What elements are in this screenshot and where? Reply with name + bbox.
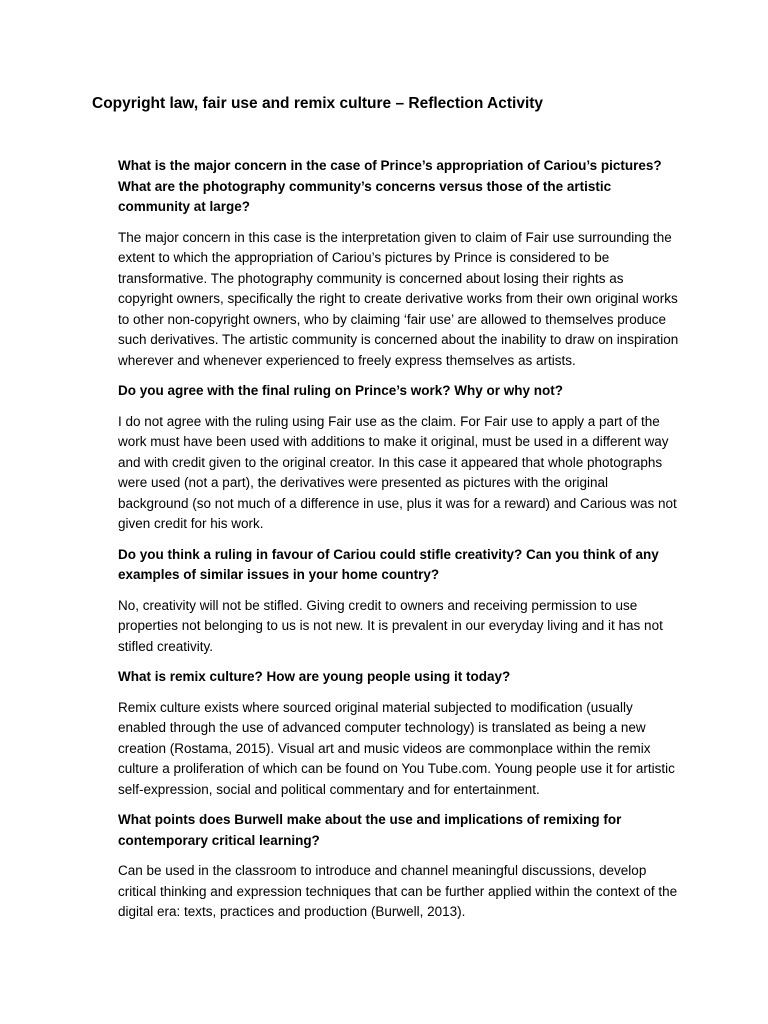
- qa-section-1: [118, 156, 680, 371]
- answer-2: I do not agree with the ruling using Fair use as the claim. For Fair use to apply a part of the work must have been used with additions to make it original, must be used in a different way and with credit given to the original creator. In this case it appeared that whole photographs were used (not a part), the derivatives were presented as pictures with the original background (so not much of a difference in use, plus it was for a reward) and Carious was not given credit for his work.: [118, 413, 677, 531]
- question-5: What points does Burwell make about the use and implications of remixing for contemporary critical learning?: [118, 812, 622, 848]
- answer-4: Remix culture exists where sourced original material subjected to modification (usually enabled through the use of advanced computer technology) is translated as being a new creation (Rostama, 2015). Visual art and music videos are commonplace within the remix culture a proliferation of which can be found on You Tube.com. Young people use it for artistic self-expression, social and political commentary and for entertainment.: [118, 699, 675, 797]
- document-title: Copyright law, fair use and remix culture – Reflection Activity: [92, 95, 544, 112]
- qa-section-3: [118, 545, 680, 658]
- qa-section-4: [118, 667, 680, 800]
- answer-3: No, creativity will not be stifled. Giving credit to owners and receiving permission to use properties not belonging to us is not new. It is prevalent in our everyday living and it has not stifled creativity.: [118, 597, 663, 654]
- qa-section-2: [118, 381, 680, 535]
- question-4: What is remix culture? How are young people using it today?: [118, 669, 511, 684]
- answer-5: Can be used in the classroom to introduce and channel meaningful discussions, develop critical thinking and expression techniques that can be further applied within the context of the digital era: texts, practices and production (Burwell, 2013).: [118, 863, 678, 919]
- answer-1: The major concern in this case is the interpretation given to claim of Fair use surrounding the extent to which the appropriation of Cariou’s pictures by Prince is considered to be transformative. The photography community is concerned about losing their rights as copyright owners, specifically the right to create derivative works from their own original works to other non-copyright owners, who by claiming ‘fair use’ are allowed to themselves produce such derivatives. The artistic community is concerned about the inability to draw on inspiration wherever and whenever experienced to freely express themselves as artists.: [118, 229, 679, 368]
- question-1: What is the major concern in the case of Prince’s appropriation of Cariou’s pictures? What are the photography community’s concerns versus those of the artistic community at large?: [118, 158, 662, 214]
- qa-section-5: [118, 810, 680, 923]
- question-2: Do you agree with the final ruling on Prince’s work? Why or why not?: [118, 383, 564, 398]
- document-body: [118, 156, 680, 933]
- question-3: Do you think a ruling in favour of Cariou could stifle creativity? Can you think of any examples of similar issues in your home country?: [118, 546, 659, 582]
